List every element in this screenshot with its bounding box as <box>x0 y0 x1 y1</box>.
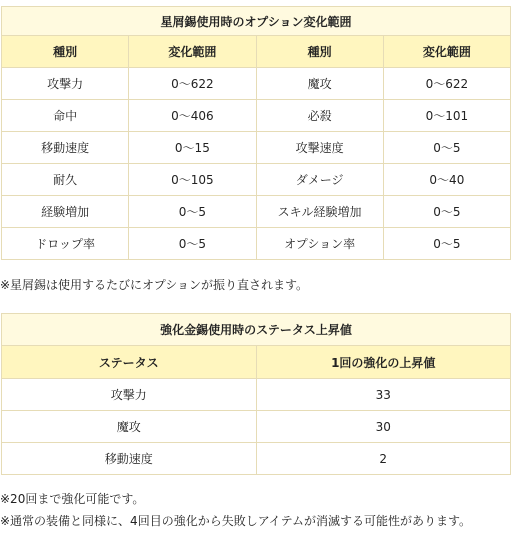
table-cell: 0～101 <box>383 100 510 132</box>
table-row <box>2 196 511 228</box>
option-range-table <box>1 6 511 260</box>
table-cell: オプション率 <box>256 228 383 260</box>
table-row <box>2 132 511 164</box>
table-cell: 命中 <box>2 100 129 132</box>
table-cell: 0～5 <box>129 228 256 260</box>
table-header-row <box>2 36 511 68</box>
table-cell: ドロップ率 <box>2 228 129 260</box>
column-header: 変化範囲 <box>383 36 510 68</box>
table-cell: 0～406 <box>129 100 256 132</box>
table-header-row <box>2 346 511 379</box>
table-row <box>2 411 511 443</box>
column-header: 種別 <box>2 36 129 68</box>
table-cell: 必殺 <box>256 100 383 132</box>
table-cell: 攻撃速度 <box>256 132 383 164</box>
table-row <box>2 164 511 196</box>
table-cell: 0～5 <box>383 132 510 164</box>
table-row <box>2 68 511 100</box>
table-cell: 0～40 <box>383 164 510 196</box>
table-cell: 0～15 <box>129 132 256 164</box>
table-cell: ダメージ <box>256 164 383 196</box>
table-row <box>2 443 511 475</box>
table-cell: 0～5 <box>129 196 256 228</box>
table-row <box>2 379 511 411</box>
table-cell: 攻撃力 <box>2 68 129 100</box>
status-increase-table <box>1 313 511 475</box>
table-cell: 30 <box>256 411 511 443</box>
table-cell: 33 <box>256 379 511 411</box>
table-title: 星屑錫使用時のオプション変化範囲 <box>2 7 511 36</box>
table-cell: 0～622 <box>383 68 510 100</box>
table-cell: 魔攻 <box>2 411 257 443</box>
table-cell: 魔攻 <box>256 68 383 100</box>
table-row <box>2 100 511 132</box>
table-row <box>2 228 511 260</box>
table-cell: 0～5 <box>383 196 510 228</box>
table-cell: 攻撃力 <box>2 379 257 411</box>
table-cell: 移動速度 <box>2 443 257 475</box>
footnote: ※20回まで強化可能です。 <box>0 492 145 506</box>
table-cell: 耐久 <box>2 164 129 196</box>
table-cell: 0～622 <box>129 68 256 100</box>
column-header: 変化範囲 <box>129 36 256 68</box>
table-cell: 0～105 <box>129 164 256 196</box>
column-header: 種別 <box>256 36 383 68</box>
table-cell: 2 <box>256 443 511 475</box>
table-cell: 0～5 <box>383 228 510 260</box>
column-header: 1回の強化の上昇値 <box>256 346 511 379</box>
table-cell: 経験増加 <box>2 196 129 228</box>
table-title: 強化金錫使用時のステータス上昇値 <box>2 314 511 346</box>
column-header: ステータス <box>2 346 257 379</box>
footnote: ※星屑錫は使用するたびにオプションが振り直されます。 <box>0 278 309 292</box>
footnote: ※通常の装備と同様に、4回目の強化から失敗しアイテムが消滅する可能性があります。 <box>0 514 472 528</box>
table-cell: スキル経験増加 <box>256 196 383 228</box>
table-title-row <box>2 7 511 36</box>
table-cell: 移動速度 <box>2 132 129 164</box>
table-title-row <box>2 314 511 346</box>
